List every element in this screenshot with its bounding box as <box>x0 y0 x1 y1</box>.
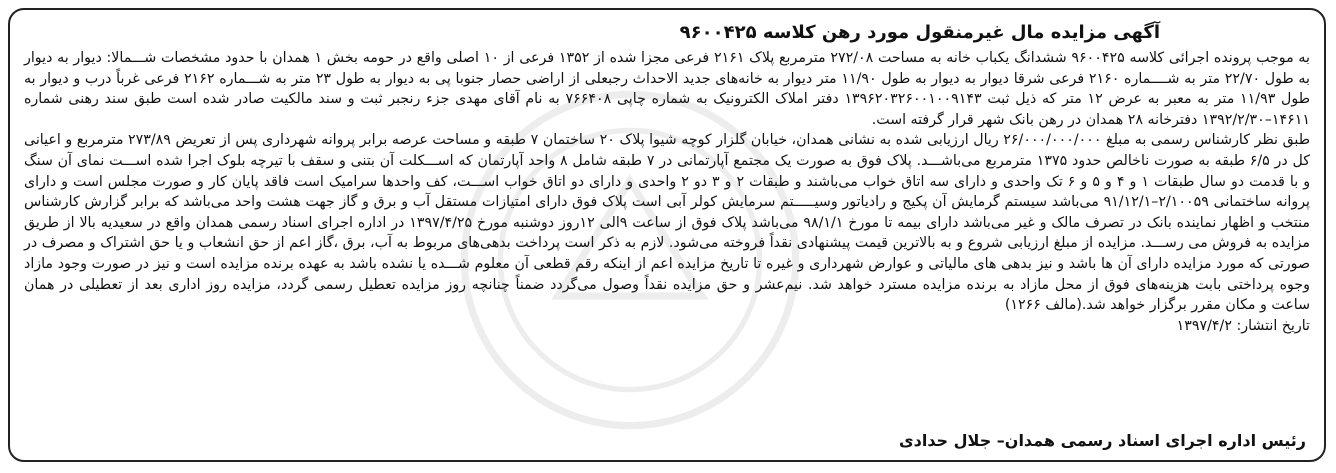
signature: رئیس اداره اجرای اسناد رسمی همدان– جلال حدادی <box>898 431 1306 450</box>
notice-paragraph: به موجب پرونده اجرائی کلاسه ۹۶۰۰۴۲۵ ششدانگ یکباب خانه به مساحت ۲۷۲/۰۸ مترمربع پلاک ۲۱۶۱ فرعی مجزا شده از ۱۳۵۲ فرعی از ۱۰ اصلی واقع در حومه بخش ۱ همدان با حدود مشخصات شـــمالا: دیوار به دیوار به طول ۲۲/۷۰ متر به شــــماره ۲۱۶۰ فرعی شرقا دیوار به دیوار به طول ۱۱/۹۰ متر دیوار به خانه‌های جدید الاحداث رجبعلی از اراضی حصار جنوبا پی به دیوار به طول ۲۳ متر به شـــماره ۲۱۶۲ فرعی غرباً درب و دیوار به طول ۱۱/۹۳ متر به معبر به عرض ۱۲ متر که ذیل ثبت ۱۳۹۶۲۰۳۲۶۰۰۱۰۰۹۱۴۳ دفتر املاک الکترونیک به شماره چاپی ۷۶۶۴۰۸ به نام آقای مهدی جزء رنجبر ثبت و سند مالکیت صادر شده است طبق سند رهنی شماره ۱۴۶۱۱–۱۳۹۲/۲/۳۰ دفترخانه ۲۸ همدان در رهن بانک شهر قرار گرفته است. <box>24 50 1310 128</box>
notice-body <box>24 48 1310 316</box>
notice-title: آگهی مزایده مال غیرمنقول مورد رهن کلاسه ۹۶۰۰۴۲۵ <box>679 22 1160 43</box>
publish-date: تاریخ انتشار: ۱۳۹۷/۴/۲ <box>1176 317 1310 334</box>
auction-notice <box>8 8 1326 462</box>
notice-paragraph: طبق نظر کارشناس رسمی به مبلغ ۲۶/۰۰۰/۰۰۰/۰۰۰ ریال ارزیابی شده به نشانی همدان، خیابان گلزار کوچه شیوا پلاک ۲۰ ساختمان ۷ طبقه و مساحت عرصه برابر پروانه شهرداری پس از تعریض ۲۷۳/۸۹ مترمربع و اعیانی کل در ۶/۵ طبقه به صورت ناخالص حدود ۱۳۷۵ مترمربع می‌باشـــد. پلاک فوق به صورت یک مجتمع آپارتمانی در ۷ طبقه شامل ۸ واحد آپارتمان که اســـکلت آن بتنی و سقف با تیرچه بلوک اجرا شده اســـت نمای آن سنگ و با قدمت دو سال طبقات ۱ و ۴ و ۵ و ۶ تک واحدی و دارای سه اتاق خواب می‌باشند و طبقات ۲ و ۳ دو ۲ واحدی و دارای دو اتاق خواب اســـت، کف واحدها سرامیک است فاقد پایان کار و صورت مجلس است و دارای پروانه ساختمانی ۲/۱۰۰۵۹–۹۱/۱۲/۱ می‌باشد سیستم گرمایش آن پکیج و رادیاتور وسیـــــتم سرمایش کولر آبی است پلاک فوق دارای امتیازات مستقل آب و برق و گاز جهت هشت واحد می‌باشد که برابر گزارش کارشناس منتخب و اظهار نماینده بانک در تصرف مالک و غیر می‌باشد دارای بیمه تا مورخ ۹۸/۱/۱ می‌باشد پلاک فوق از ساعت ۹الی ۱۲روز دوشنبه مورخ ۱۳۹۷/۴/۲۵ در اداره اجرای اسناد رسمی همدان واقع در سعیدیه بالا از طریق مزایده به فروش می رســـد. مزایده از مبلغ ارزیابی شروع و به بالاترین قیمت پیشنهادی نقداً فروخته می‌شود. لازم به ذکر است پرداخت بدهی‌های مربوط به آب، برق ،گاز اعم از حق انشعاب و یا حق اشتراک و مصرف در صورتی که مورد مزایده دارای آن ها باشد و نیز بدهی های مالیاتی و عوارض شهرداری و غیره تا تاریخ مزایده اعم از اینکه رقم قطعی آن معلوم شـــده یا نشده باشد به عهده برنده مزایده است و نیز در صورت وجود مازاد وجوه پرداختی بابت هزینه‌های فوق از محل مازاد به برنده مزایده مسترد خواهد شد. نیم‌عشر و حق مزایده نقداً وصول می‌گردد ضمناً چنانچه روز مزایده تعطیل رسمی گردد، مزایده روز اداری بعد از تعطیلی در همان ساعت و مکان مقرر برگزار خواهد شد.(مالف ۱۲۶۶) <box>24 132 1311 314</box>
